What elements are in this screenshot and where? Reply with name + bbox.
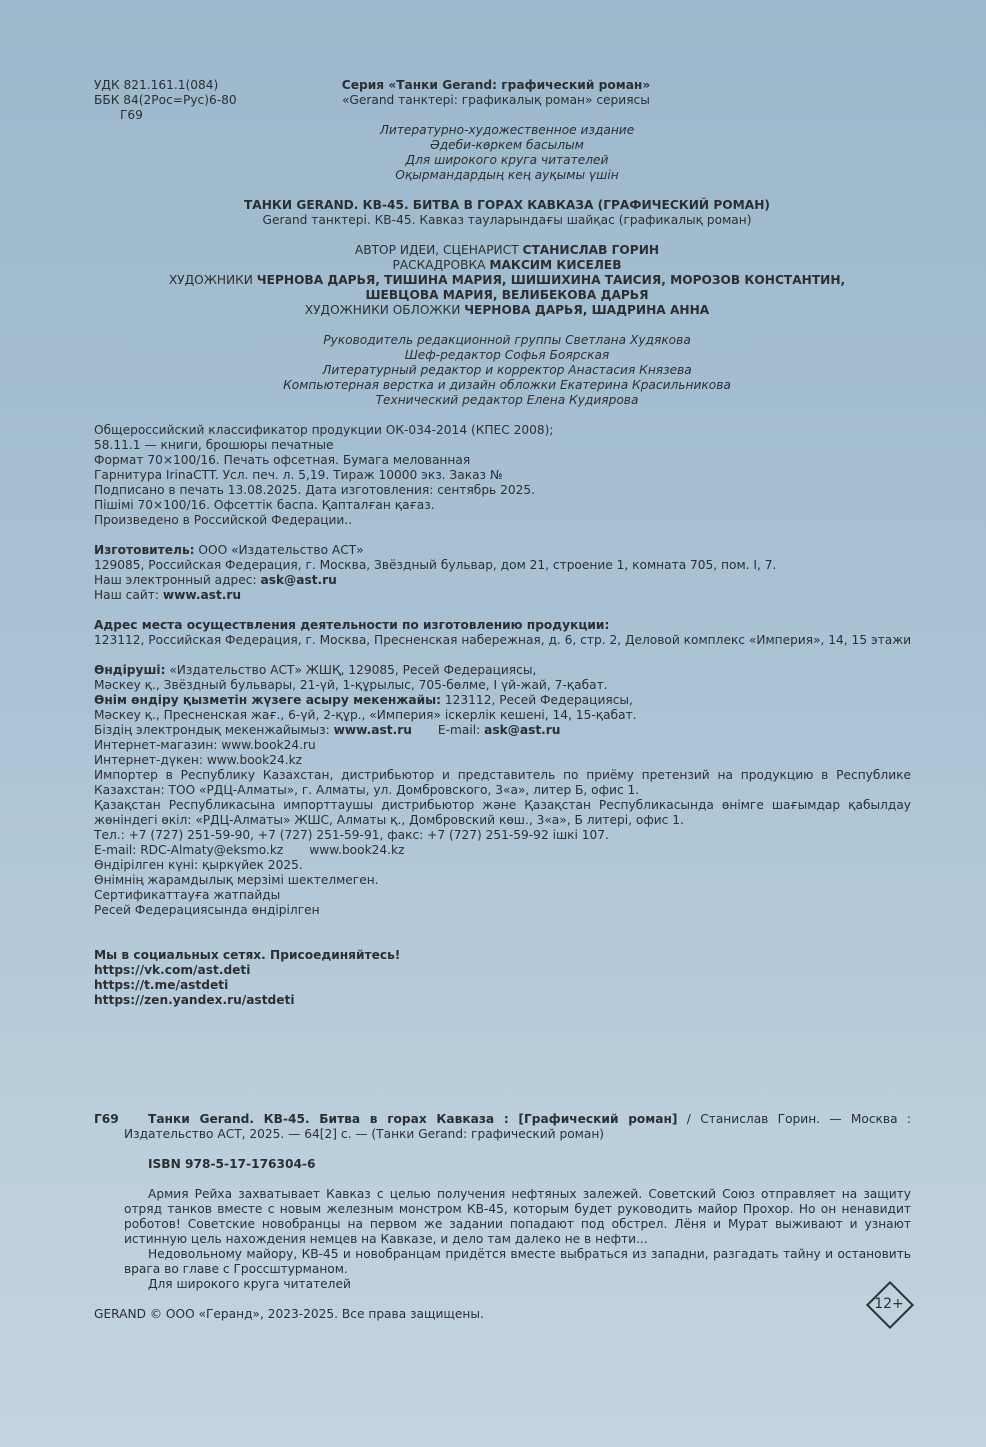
importer-ru: Импортер в Республику Казахстан, дистрибьютор и представитель по приёму претензий на продукцию в Республике Казахстан: ТОО «РДЦ-Алматы», г. Алматы, ул. Домбровского, 3«а», литер Б, офис 1. bbox=[94, 768, 911, 797]
audience: Для широкого круга читателей bbox=[148, 1277, 351, 1291]
kz-contacts: Біздің электрондық мекенжайымыз: www.ast.ru E-mail: ask@ast.ru bbox=[94, 723, 561, 737]
classification-codes bbox=[94, 78, 237, 123]
annotation-paragraph: Армия Рейха захватывает Кавказ с целью получения нефтяных залежей. Советский Союз отправляет на защиту отряд танков вместе с новым железным монстром КВ-45, которым будет руководить майор Прохор. Но он ненавидит роботов! Советские новобранцы на первом же задании попадают под обстрел. Лёня и Мурат выживают и узнают истинную цель нахождения немцев на Кавказе, и дело там далеко не в нефти... bbox=[124, 1187, 911, 1246]
editor-line: Литературный редактор и корректор Анастасия Князева bbox=[322, 363, 692, 377]
title-kz: Gerand танктері. КВ-45. Кавказ тауларындағы шайқас (графикалық роман) bbox=[262, 213, 752, 227]
bbk-code: ББК 84(2Рос=Рус)6-80 bbox=[94, 93, 237, 107]
editor-line: Шеф-редактор Софья Боярская bbox=[404, 348, 610, 362]
kz-maker-address: Мәскеу қ., Звёздный бульвары, 21-үй, 1-құрылыс, 705-бөлме, I үй-жай, 7-қабат. bbox=[94, 678, 608, 692]
annotation-paragraph: Недовольному майору, КВ-45 и новобранцам придётся вместе выбраться из западни, разгадать тайну и остановить врага во главе с Гроссштурманом. bbox=[124, 1247, 911, 1276]
kz-email-site: E-mail: RDC-Almaty@eksmo.kz www.book24.kz bbox=[94, 843, 405, 857]
print-specs bbox=[94, 423, 553, 528]
edition-line: Оқырмандардың кең ауқымы үшін bbox=[395, 168, 619, 182]
production-address-value: 123112, Российская Федерация, г. Москва, Пресненская набережная, д. 6, стр. 2, Деловой комплекс «Империя», 14, 15 этажи bbox=[94, 633, 912, 647]
production-address-label: Адрес места осуществления деятельности по изготовлению продукции: bbox=[94, 618, 610, 632]
social-link-telegram[interactable]: https://t.me/astdeti bbox=[94, 978, 229, 992]
editorial-team bbox=[240, 333, 774, 408]
manufacturer-site: Наш сайт: www.ast.ru bbox=[94, 588, 242, 602]
biblio-code: Г69 bbox=[94, 1112, 119, 1126]
credit-artists: ХУДОЖНИКИ ЧЕРНОВА ДАРЬЯ, ТИШИНА МАРИЯ, ШИШИХИНА ТАИСИЯ, МОРОЗОВ КОНСТАНТИН, bbox=[168, 273, 846, 287]
online-store-kz: Интернет-дүкен: www.book24.kz bbox=[94, 753, 303, 767]
copyright: GERAND © ООО «Геранд», 2023-2025. Все права защищены. bbox=[94, 1307, 484, 1321]
series-kz: «Gerand танктері: графикалық роман» сериясы bbox=[342, 93, 650, 107]
manufacturer-name: Изготовитель: ООО «Издательство АСТ» bbox=[94, 543, 364, 557]
spec-line: Гарнитура IrinaCTT. Усл. печ. л. 5,19. Тираж 10000 экз. Заказ № bbox=[94, 468, 503, 482]
bibliographic-record bbox=[94, 1112, 911, 1292]
kz-maker: Өндіруші: «Издательство АСТ» ЖШҚ, 129085, Ресей Федерациясы, bbox=[94, 663, 537, 677]
editor-line: Компьютерная верстка и дизайн обложки Екатерина Красильникова bbox=[283, 378, 731, 392]
biblio-title: Танки Gerand. КВ-45. Битва в горах Кавказа : [Графический роман] bbox=[148, 1112, 678, 1126]
spec-line: Общероссийский классификатор продукции ОК-034-2014 (КПЕС 2008); bbox=[94, 423, 554, 437]
author-sign: Г69 bbox=[120, 108, 143, 122]
online-store-ru: Интернет-магазин: www.book24.ru bbox=[94, 738, 316, 752]
book-title bbox=[160, 198, 854, 228]
isbn: ISBN 978-5-17-176304-6 bbox=[148, 1157, 316, 1171]
title-ru: ТАНКИ GERAND. КВ-45. БИТВА В ГОРАХ КАВКАЗА (ГРАФИЧЕСКИЙ РОМАН) bbox=[243, 198, 770, 212]
made-in: Ресей Федерациясында өндірілген bbox=[94, 903, 320, 917]
spec-line: Произведено в Российской Федерации.. bbox=[94, 513, 353, 527]
social-link-zen[interactable]: https://zen.yandex.ru/astdeti bbox=[94, 993, 295, 1007]
biblio-description bbox=[94, 1112, 911, 1142]
credit-artists-continued: ШЕВЦОВА МАРИЯ, ВЕЛИБЕКОВА ДАРЬЯ bbox=[365, 288, 649, 302]
age-rating-badge bbox=[866, 1281, 912, 1327]
spec-line: Пішімі 70×100/16. Офсеттік баспа. Қапталған қағаз. bbox=[94, 498, 435, 512]
social-links bbox=[94, 948, 400, 1008]
editor-line: Руководитель редакционной группы Светлана Худякова bbox=[323, 333, 691, 347]
edition-type bbox=[260, 123, 754, 183]
editor-line: Технический редактор Елена Кудиярова bbox=[375, 393, 639, 407]
shelf-life: Өнімнің жарамдылық мерзімі шектелмеген. bbox=[94, 873, 379, 887]
manufacturer-email: Наш электронный адрес: ask@ast.ru bbox=[94, 573, 337, 587]
spec-line: Формат 70×100/16. Печать офсетная. Бумага мелованная bbox=[94, 453, 471, 467]
certification: Сертификаттауға жатпайды bbox=[94, 888, 281, 902]
kz-production: Өнім өндіру қызметін жүзеге асыру мекенжайы: 123112, Ресей Федерациясы, bbox=[94, 693, 633, 707]
biblio-rest: / Станислав Горин. — Москва : Издательство АСТ, 2025. — 64[2] с. — (Танки Gerand: графический роман) bbox=[124, 1112, 911, 1141]
social-link-vk[interactable]: https://vk.com/ast.deti bbox=[94, 963, 251, 977]
age-rating-label: 12+ bbox=[874, 1296, 904, 1312]
credit-storyboard: РАСКАДРОВКА МАКСИМ КИСЕЛЕВ bbox=[392, 258, 622, 272]
udk-code: УДК 821.161.1(084) bbox=[94, 78, 219, 92]
production-date: Өндірілген күні: қыркүйек 2025. bbox=[94, 858, 303, 872]
manufacturer-address: 129085, Российская Федерация, г. Москва, Звёздный бульвар, дом 21, строение 1, комната 705, пом. I, 7. bbox=[94, 558, 777, 572]
manufacturer bbox=[94, 543, 776, 603]
credit-cover-artists: ХУДОЖНИКИ ОБЛОЖКИ ЧЕРНОВА ДАРЬЯ, ШАДРИНА АННА bbox=[304, 303, 710, 317]
production-address bbox=[94, 618, 911, 648]
importer-kz: Қазақстан Республикасына импорттаушы дистрибьютор және Қазақстан Республикасында өнімге шағымдар қабылдау жөніндегі өкіл: «РДЦ-Алматы» ЖШС, Алматы қ., Домбровский көш., 3«а», Б литері, офис 1. bbox=[94, 798, 911, 827]
spec-line: 58.11.1 — книги, брошюры печатные bbox=[94, 438, 334, 452]
spec-line: Подписано в печать 13.08.2025. Дата изготовления: сентябрь 2025. bbox=[94, 483, 535, 497]
credit-author: АВТОР ИДЕИ, СЦЕНАРИСТ СТАНИСЛАВ ГОРИН bbox=[354, 243, 660, 257]
credits bbox=[140, 243, 874, 318]
series-block bbox=[300, 78, 692, 108]
series-ru: Серия «Танки Gerand: графический роман» bbox=[341, 78, 651, 92]
edition-line: Для широкого круга читателей bbox=[405, 153, 609, 167]
phone-line: Тел.: +7 (727) 251-59-90, +7 (727) 251-59-91, факс: +7 (727) 251-59-92 ішкі 107. bbox=[94, 828, 609, 842]
kazakh-info bbox=[94, 663, 911, 918]
edition-line: Әдеби-көркем басылым bbox=[430, 138, 584, 152]
social-title: Мы в социальных сетях. Присоединяйтесь! bbox=[94, 948, 401, 962]
edition-line: Литературно-художественное издание bbox=[379, 123, 635, 137]
kz-production-address: Мәскеу қ., Пресненская жағ., 6-үй, 2-құр., «Империя» іскерлік кешені, 14, 15-қабат. bbox=[94, 708, 637, 722]
